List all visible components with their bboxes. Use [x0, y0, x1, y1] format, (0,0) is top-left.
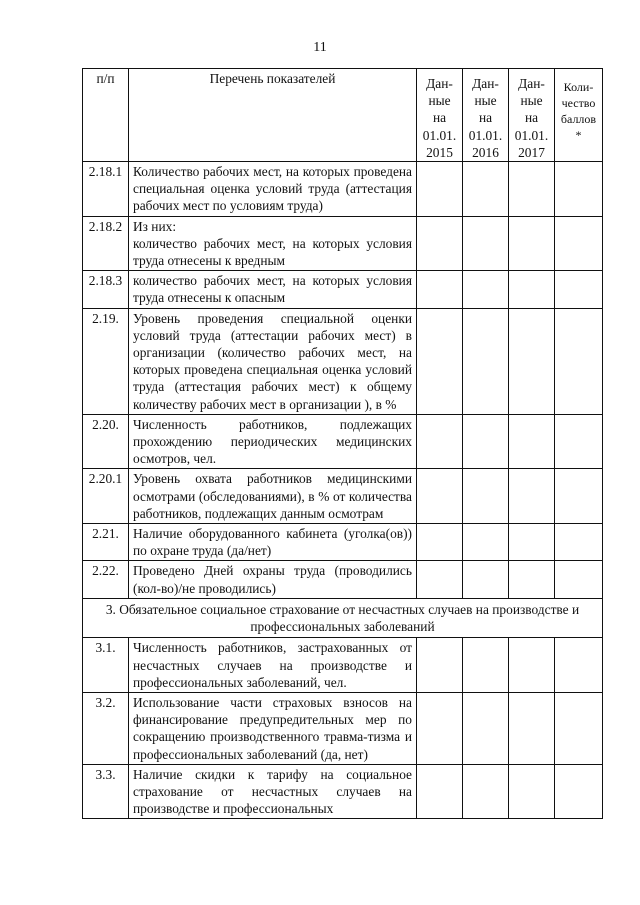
value-2016-cell[interactable] — [463, 216, 509, 271]
value-2015-cell[interactable] — [417, 162, 463, 217]
row-text: количество рабочих мест, на которых условия труда отнесены к опасным — [129, 271, 417, 308]
value-2015-cell[interactable] — [417, 469, 463, 524]
row-text: Проведено Дней охраны труда (проводились (кол-во)/не проводились) — [129, 561, 417, 598]
table-row — [83, 638, 603, 693]
header-2015: Дан- ные на 01.01. 2015 — [417, 69, 463, 162]
header-score: Коли- чество баллов * — [555, 69, 603, 162]
row-num: 2.20. — [83, 414, 129, 469]
row-text: Уровень проведения специальной оценки условий труда (аттестации рабочих мест) в организации (количество рабочих мест, на которых проведена специальная оценка условий труда (аттестация рабочих мест) к общему количеству рабочих мест в организации ), в % — [129, 308, 417, 414]
table-row — [83, 271, 603, 308]
value-2015-cell[interactable] — [417, 692, 463, 764]
row-text: Наличие скидки к тарифу на социальное страхование от несчастных случаев на производстве и профессиональных — [129, 764, 417, 819]
value-2015-cell[interactable] — [417, 414, 463, 469]
row-num: 2.21. — [83, 524, 129, 561]
score-cell[interactable] — [555, 692, 603, 764]
table-row — [83, 764, 603, 819]
value-2016-cell[interactable] — [463, 271, 509, 308]
value-2017-cell[interactable] — [509, 414, 555, 469]
header-num: п/п — [83, 69, 129, 162]
value-2016-cell[interactable] — [463, 764, 509, 819]
header-name: Перечень показателей — [129, 69, 417, 162]
value-2015-cell[interactable] — [417, 638, 463, 693]
section-3-title: 3. Обязательное социальное страхование от несчастных случаев на производстве и профессиональных заболеваний — [83, 598, 603, 637]
row-text: Наличие оборудованного кабинета (уголка(ов)) по охране труда (да/нет) — [129, 524, 417, 561]
row-text: Численность работников, застрахованных от несчастных случаев на производстве и профессиональных заболеваний, чел. — [129, 638, 417, 693]
row-num: 2.22. — [83, 561, 129, 598]
value-2016-cell[interactable] — [463, 692, 509, 764]
score-cell[interactable] — [555, 271, 603, 308]
value-2017-cell[interactable] — [509, 638, 555, 693]
table-header-row — [83, 69, 603, 162]
table-row — [83, 216, 603, 271]
indicators-table — [82, 68, 603, 819]
table-row — [83, 308, 603, 414]
table-row — [83, 414, 603, 469]
row-num: 2.18.2 — [83, 216, 129, 271]
score-cell[interactable] — [555, 638, 603, 693]
row-num: 2.18.3 — [83, 271, 129, 308]
value-2017-cell[interactable] — [509, 216, 555, 271]
page-number: 11 — [313, 40, 327, 55]
row-num: 3.3. — [83, 764, 129, 819]
table-row — [83, 692, 603, 764]
score-cell[interactable] — [555, 561, 603, 598]
row-text: Уровень охвата работников медицинскими осмотрами (обследованиями), в % от количества работников, подлежащих данным осмотрам — [129, 469, 417, 524]
score-cell[interactable] — [555, 469, 603, 524]
row-text: Из них: количество рабочих мест, на которых условия труда отнесены к вредным — [129, 216, 417, 271]
row-num: 3.2. — [83, 692, 129, 764]
row-num: 2.18.1 — [83, 162, 129, 217]
value-2017-cell[interactable] — [509, 308, 555, 414]
value-2017-cell[interactable] — [509, 764, 555, 819]
table-row — [83, 162, 603, 217]
row-num: 2.19. — [83, 308, 129, 414]
score-cell[interactable] — [555, 524, 603, 561]
value-2015-cell[interactable] — [417, 764, 463, 819]
score-cell[interactable] — [555, 162, 603, 217]
value-2015-cell[interactable] — [417, 271, 463, 308]
value-2017-cell[interactable] — [509, 692, 555, 764]
header-2016: Дан- ные на 01.01. 2016 — [463, 69, 509, 162]
row-text: Численность работников, подлежащих прохождению периодических медицинских осмотров, чел. — [129, 414, 417, 469]
value-2017-cell[interactable] — [509, 524, 555, 561]
value-2016-cell[interactable] — [463, 414, 509, 469]
score-cell[interactable] — [555, 764, 603, 819]
row-num: 3.1. — [83, 638, 129, 693]
value-2017-cell[interactable] — [509, 469, 555, 524]
row-num: 2.20.1 — [83, 469, 129, 524]
value-2016-cell[interactable] — [463, 162, 509, 217]
table-row — [83, 561, 603, 598]
value-2016-cell[interactable] — [463, 469, 509, 524]
row-text: Количество рабочих мест, на которых проведена специальная оценка условий труда (аттестация рабочих мест по условиям труда) — [129, 162, 417, 217]
value-2016-cell[interactable] — [463, 524, 509, 561]
header-2017: Дан- ные на 01.01. 2017 — [509, 69, 555, 162]
value-2015-cell[interactable] — [417, 216, 463, 271]
value-2016-cell[interactable] — [463, 308, 509, 414]
row-text: Использование части страховых взносов на финансирование предупредительных мер по сокращению производственного травма-тизма и профессиональных заболеваний (да, нет) — [129, 692, 417, 764]
value-2015-cell[interactable] — [417, 524, 463, 561]
score-cell[interactable] — [555, 414, 603, 469]
value-2015-cell[interactable] — [417, 561, 463, 598]
value-2017-cell[interactable] — [509, 162, 555, 217]
table-row — [83, 469, 603, 524]
value-2015-cell[interactable] — [417, 308, 463, 414]
table-row — [83, 524, 603, 561]
section-header-row — [83, 598, 603, 637]
value-2016-cell[interactable] — [463, 561, 509, 598]
value-2016-cell[interactable] — [463, 638, 509, 693]
value-2017-cell[interactable] — [509, 561, 555, 598]
score-cell[interactable] — [555, 308, 603, 414]
score-cell[interactable] — [555, 216, 603, 271]
value-2017-cell[interactable] — [509, 271, 555, 308]
